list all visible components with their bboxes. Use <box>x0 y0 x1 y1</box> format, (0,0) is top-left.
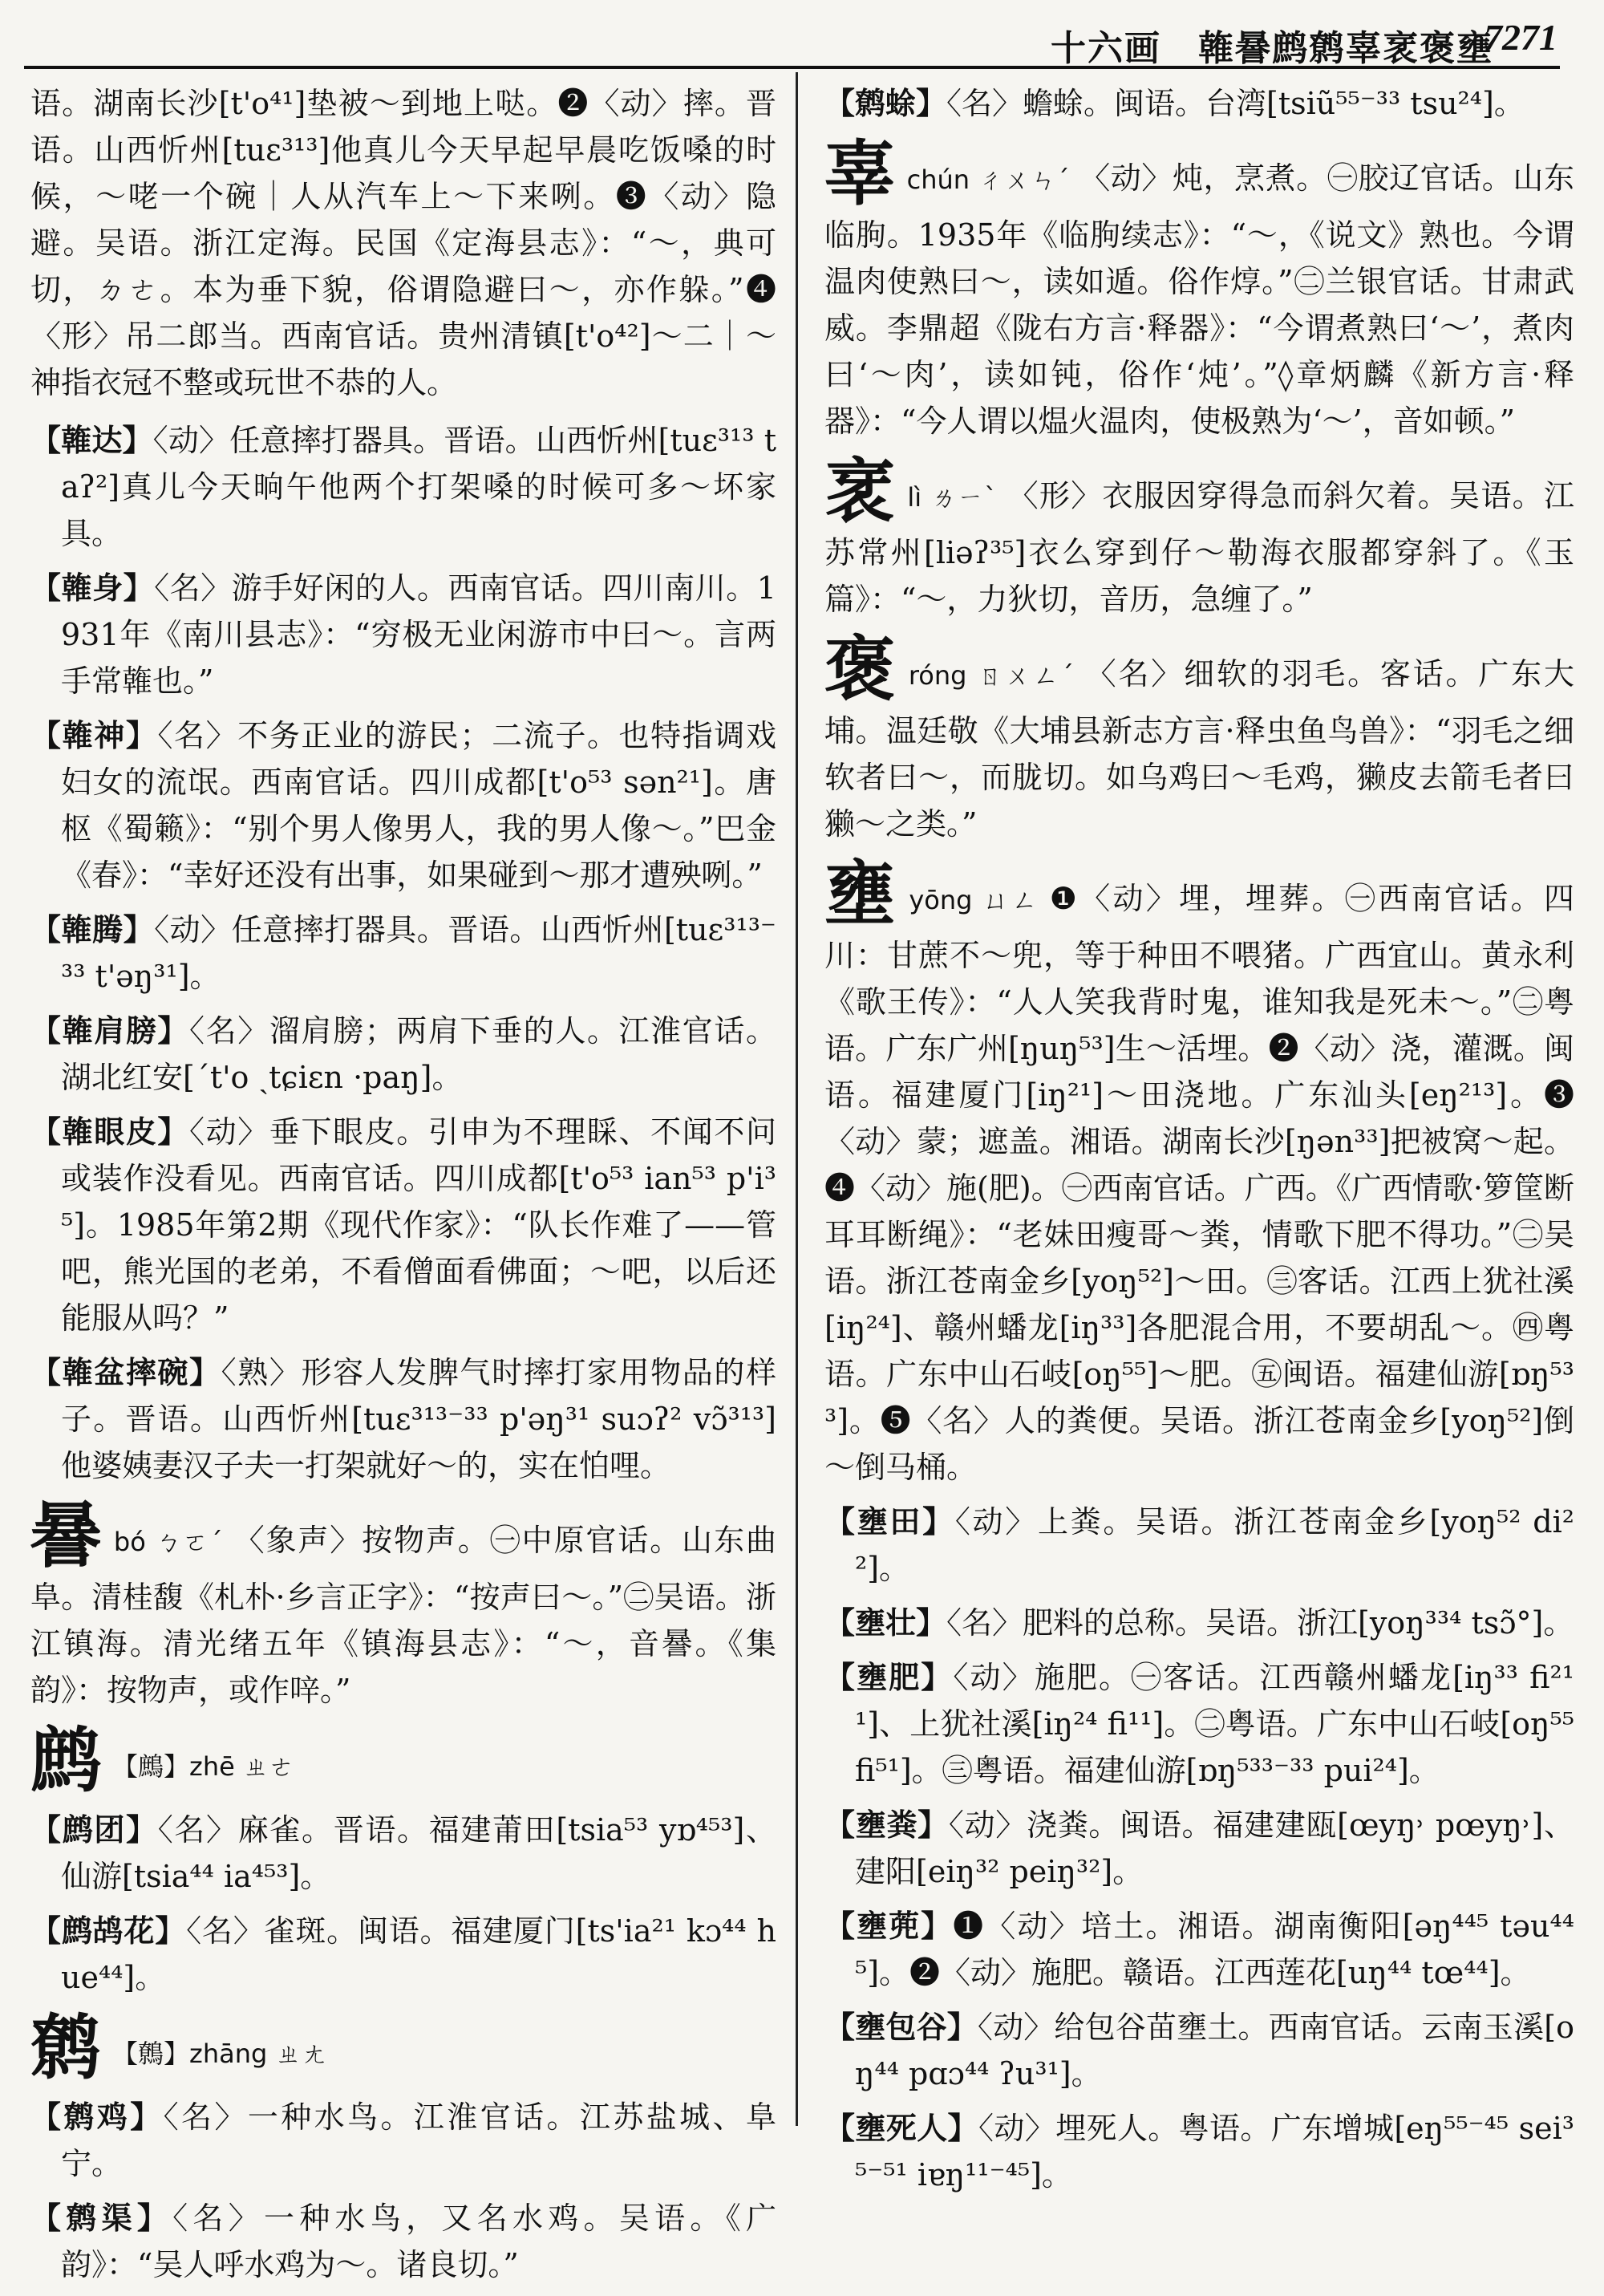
definition: 〈名〉溜肩膀；两肩下垂的人。江淮官话。湖北红安[ˊt'o ˏtɕiɛn ·paŋ]。 <box>61 1013 776 1095</box>
headword: 衺 <box>824 449 897 533</box>
sub-headword: 【鹧鸪花】 <box>30 1913 187 1949</box>
main-entry <box>824 852 1574 1491</box>
headword: 壅 <box>824 852 898 935</box>
running-title: 十六画 雗謈鹧鹩辜衺褒壅 <box>1051 28 1493 69</box>
definition: 〈名〉麻雀。晋语。福建莆田[tsia⁵³ yɒ⁴⁵³]、仙游[tsia⁴⁴ ia⁴⁵³]。 <box>61 1812 776 1894</box>
definition: 〈动〉浇粪。闽语。福建建瓯[œyŋ˒ pœyŋ˒]、建阳[eiŋ³² peiŋ³²]。 <box>855 1807 1574 1889</box>
main-entry <box>30 1494 776 1714</box>
sub-headword: 【鹩渠】 <box>30 2200 173 2236</box>
definition: ❶〈动〉培土。湘语。湖南衡阳[əŋ⁴⁴⁵ təu⁴⁴⁵]。❷〈动〉施肥。赣语。江西莲花[uŋ⁴⁴ tœ⁴⁴]。 <box>855 1909 1574 1990</box>
definition: 语。湖南长沙[t'o⁴¹]垫被～到地上哒。❷〈动〉摔。晋语。山西忻州[tuɛ³¹³]他真儿今天早起早晨吃饭嗓的时候，～咾一个碗｜人从汽车上～下来咧。❸〈动〉隐避。吴语。浙江定海。民国《定海县志》：“～，典可切，ㄉㄜ。本为垂下貌，俗谓隐避曰～，亦作躲。”❹〈形〉吊二郎当。西南官话。贵州清镇[t'o⁴²]～二｜～神指衣冠不整或玩世不恭的人。 <box>30 86 776 400</box>
definition: 〈动〉炖，烹煮。㊀胶辽官话。山东临朐。1935年《临朐续志》：“～，《说文》熟也。今谓温肉使熟曰～，读如遁。俗作焞。”㊁兰银官话。甘肃武威。李鼎超《陇右方言·释器》：“今谓煮熟曰‘～’，煮肉曰‘～肉’，读如钝，俗作‘炖’。”◊章炳麟《新方言·释器》：“今人谓以煴火温肉，使极熟为‘～’，音如顿。” <box>824 160 1574 439</box>
right-column <box>824 80 1574 2206</box>
definition: 〈动〉埋死人。粤语。广东增城[eŋ⁵⁵⁻⁴⁵ sei³⁵⁻⁵¹ iɐŋ¹¹⁻⁴⁵]。 <box>855 2111 1574 2193</box>
sub-headword: 【壅死人】 <box>824 2110 978 2146</box>
definition: 〈形〉衣服因穿得急而斜欠着。吴语。江苏常州[liəʔ³⁵]衣么穿到仔～勒海衣服都穿斜了。《玉篇》：“～，力狄切，音历，急缠了。” <box>824 478 1574 617</box>
sub-headword: 【壅田】 <box>824 1503 955 1539</box>
sub-headword: 【壅壮】 <box>824 1604 947 1641</box>
sub-headword: 【鹩蜍】 <box>824 85 947 121</box>
sub-entry <box>30 1349 776 1489</box>
sub-entry <box>824 1499 1574 1592</box>
main-entry <box>824 132 1574 444</box>
definition: 〈动〉上粪。吴语。浙江苍南金乡[yoŋ⁵² di²²]。 <box>855 1504 1574 1586</box>
sub-entry <box>30 1109 776 1341</box>
pinyin: róng ㄖㄨㄥˊ <box>908 660 1076 691</box>
sub-headword: 【壅肥】 <box>824 1659 954 1695</box>
definition: 〈名〉细软的羽毛。客话。广东大埔。温廷敬《大埔县新志方言·释虫鱼鸟兽》：“羽毛之细软者曰～，而胧切。如乌鸡曰～毛鸡，獭皮去箭毛者曰獭～之类。” <box>824 656 1574 842</box>
definition: 〈名〉一种水鸟，又名水鸡。吴语。《广韵》：“吴人呼水鸡为～。诸良切。” <box>61 2201 776 2282</box>
headword: 鹩 <box>30 2006 102 2089</box>
sub-entry <box>824 1903 1574 1996</box>
sub-headword: 【壅粪】 <box>824 1807 949 1843</box>
sub-entry <box>824 80 1574 127</box>
sub-headword: 【雗神】 <box>30 717 158 753</box>
sub-headword: 【鹩鸡】 <box>30 2099 164 2135</box>
sub-entry <box>30 2195 776 2288</box>
pinyin: 【鷓】zhē ㄓㄜ <box>112 1751 294 1782</box>
pinyin: lì ㄌㄧˋ <box>907 482 998 513</box>
sub-entry <box>30 417 776 557</box>
pinyin: yōng ㄩㄥ <box>909 885 1040 915</box>
definition: 〈名〉雀斑。闽语。福建厦门[ts'ia²¹ kɔ⁴⁴ hue⁴⁴]。 <box>61 1913 776 1995</box>
sub-headword: 【鹧团】 <box>30 1811 158 1848</box>
page-number: 7271 <box>1484 17 1557 58</box>
sub-headword: 【壅蔸】 <box>824 1908 954 1944</box>
sub-entry <box>824 1654 1574 1794</box>
sub-entry <box>30 1908 776 2001</box>
definition: 〈名〉肥料的总称。吴语。浙江[yoŋ³³⁴ tsɔ̃°]。 <box>946 1605 1574 1641</box>
sub-entry <box>30 712 776 899</box>
continued-entry <box>30 80 776 406</box>
definition: 〈动〉给包谷苗壅土。西南官话。云南玉溪[oŋ⁴⁴ pɑɔ⁴⁴ ʔu³¹]。 <box>855 2010 1574 2091</box>
pinyin: bó ㄅㄛˊ <box>113 1527 225 1557</box>
sub-headword: 【雗达】 <box>30 422 153 458</box>
definition: 〈熟〉形容人发脾气时摔打家用物品的样子。晋语。山西忻州[tuɛ³¹³⁻³³ p'əŋ³¹ suɔʔ² vɔ̃³¹³]他婆姨妻汉子夫一打架就好～的，实在怕哩。 <box>61 1355 776 1483</box>
headword: 辜 <box>824 132 896 215</box>
main-entry <box>30 1718 776 1802</box>
definition: 〈动〉垂下眼皮。引申为不理睬、不闻不问或装作没看见。西南官话。四川成都[t'o⁵³ ian⁵³ p'i³⁵]。1985年第2期《现代作家》：“队长作难了——管吧，熊光国的老弟，不看僧面看佛面；～吧，以后还能服从吗？” <box>61 1114 776 1336</box>
definition: 〈名〉一种水鸟。江淮官话。江苏盐城、阜宁。 <box>61 2099 776 2181</box>
pinyin: 【鷯】zhāng ㄓㄤ <box>112 2038 327 2069</box>
definition: 〈动〉任意摔打器具。晋语。山西忻州[tuɛ³¹³⁻³³ t'əŋ³¹]。 <box>61 912 776 994</box>
sub-entry <box>30 2094 776 2187</box>
definition: 〈名〉不务正业的游民；二流子。也特指调戏妇女的流氓。西南官话。四川成都[t'o⁵³ sən²¹]。唐枢《蜀籁》：“别个男人像男人，我的男人像～。”巴金《春》：“幸好还没有出事，如果碰到～那才遭殃咧。” <box>61 718 776 893</box>
page-header <box>0 0 1604 72</box>
column-divider <box>796 72 798 2126</box>
sub-headword: 【雗身】 <box>30 570 155 606</box>
definition: 〈名〉蟾蜍。闽语。台湾[tsiũ⁵⁵⁻³³ tsu²⁴]。 <box>946 86 1525 121</box>
header-rule <box>24 66 1560 69</box>
sub-entry <box>824 2105 1574 2198</box>
headword: 謈 <box>30 1494 103 1577</box>
definition: ❶〈动〉埋，埋葬。㊀西南官话。四川：甘蔗不～兜，等于种田不喂猪。广西宜山。黄永利《歌王传》：“人人笑我背时鬼，谁知我是死未～。”㊁粤语。广东广州[ŋuŋ⁵³]生～活埋。❷〈动〉浇，灌溉。闽语。福建厦门[iŋ²¹]～田浇地。广东汕头[eŋ²¹³]。❸〈动〉蒙；遮盖。湘语。湖南长沙[ŋən³³]把被窝～起。❹〈动〉施(肥)。㊀西南官话。广西。《广西情歌·箩筐断耳耳断绳》：“老妹田瘦哥～粪，情歌下肥不得功。”㊁吴语。浙江苍南金乡[yoŋ⁵²]～田。㊂客话。江西上犹社溪[iŋ²⁴]、赣州蟠龙[iŋ³³]各肥混合用，不要胡乱～。㊃粤语。广东中山石岐[oŋ⁵⁵]～肥。㊄闽语。福建仙游[ɒŋ⁵³³]。❺〈名〉人的粪便。吴语。浙江苍南金乡[yoŋ⁵²]倒～倒马桶。 <box>824 881 1574 1485</box>
definition: 〈象声〉按物声。㊀中原官话。山东曲阜。清桂馥《札朴·乡言正字》：“按声曰～。”㊁吴语。浙江镇海。清光绪五年《镇海县志》：“～，音謈。《集韵》：按物声，或作㖕。” <box>30 1523 776 1708</box>
sub-entry <box>30 907 776 1000</box>
sub-entry <box>30 565 776 704</box>
definition: 〈名〉游手好闲的人。西南官话。四川南川。1931年《南川县志》：“穷极无业闲游市中曰～。言两手常雗也。” <box>61 570 776 699</box>
sub-entry <box>824 2004 1574 2097</box>
headword: 褒 <box>824 627 897 711</box>
main-entry <box>824 627 1574 847</box>
definition: 〈动〉任意摔打器具。晋语。山西忻州[tuɛ³¹³ taʔ²]真儿今天晌午他两个打架嗓的时候可多～坏家具。 <box>61 423 776 551</box>
sub-headword: 【雗眼皮】 <box>30 1114 190 1150</box>
sub-entry <box>824 1600 1574 1646</box>
definition: 〈动〉施肥。㊀客话。江西赣州蟠龙[iŋ³³ fi²¹¹]、上犹社溪[iŋ²⁴ fi¹¹]。㊁粤语。广东中山石岐[oŋ⁵⁵ fi⁵¹]。㊂粤语。福建仙游[ɒŋ⁵³³⁻³³ pui²⁴]。 <box>855 1660 1574 1788</box>
left-column <box>30 80 776 2296</box>
sub-headword: 【雗肩膀】 <box>30 1012 190 1049</box>
sub-entry <box>30 1807 776 1900</box>
headword: 鹧 <box>30 1718 102 1802</box>
pinyin: chún ㄔㄨㄣˊ <box>906 164 1071 195</box>
sub-headword: 【雗腾】 <box>30 911 155 947</box>
sub-entry <box>30 1008 776 1101</box>
main-entry <box>30 2006 776 2089</box>
main-entry <box>824 449 1574 623</box>
sub-entry <box>824 1802 1574 1895</box>
sub-headword: 【雗盆摔碗】 <box>30 1354 221 1390</box>
sub-headword: 【壅包谷】 <box>824 2009 978 2045</box>
